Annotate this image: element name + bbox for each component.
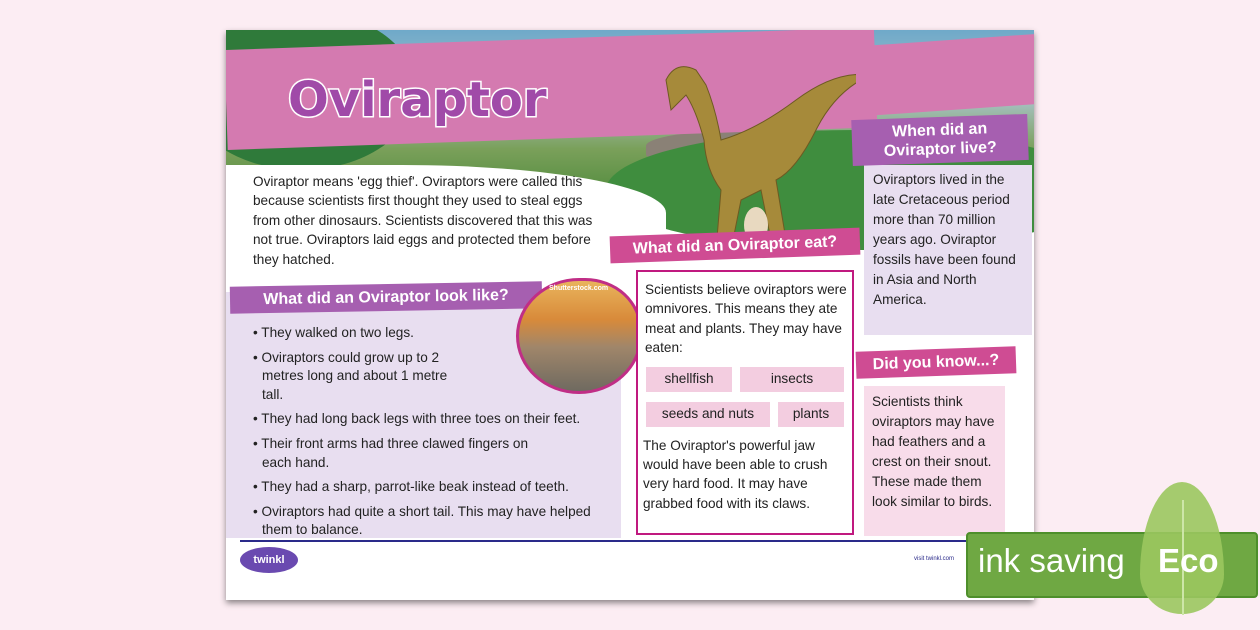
list-item: • They had long back legs with three toes on their feet.: [252, 410, 622, 429]
did-you-know-heading: Did you know...?: [856, 346, 1017, 379]
twinkl-logo[interactable]: twinkl: [240, 547, 298, 573]
photo-credit: Shutterstock.com: [549, 285, 609, 292]
footer-divider: [240, 540, 1030, 542]
visit-link[interactable]: visit twinkl.com: [914, 556, 955, 562]
eat-text: Scientists believe oviraptors were omnivores. This means they ate meat and plants. They may have eaten:: [645, 282, 847, 356]
when-text: Oviraptors lived in the late Cretaceous period more than 70 million years ago. Oviraptor fossils have been found in Asia and North America.: [873, 172, 1016, 307]
eat-text-2: The Oviraptor's powerful jaw would have been able to crush very hard food. It may have grabbed food with its claws.: [643, 438, 828, 511]
food-tag: seeds and nuts: [646, 402, 770, 427]
page-title: Oviraptor: [288, 72, 547, 128]
ink-saving-label: ink saving: [978, 542, 1125, 579]
look-heading: What did an Oviraptor look like?: [230, 281, 542, 313]
oviraptor-image: [646, 50, 856, 250]
when-heading: When did an Oviraptor live?: [851, 114, 1028, 166]
oviraptor-photo: [516, 278, 642, 394]
list-item: • They had a sharp, parrot-like beak instead of teeth.: [252, 478, 622, 497]
list-item: • Their front arms had three clawed fingers on each hand.: [252, 435, 552, 472]
eat-heading: What did an Oviraptor eat?: [610, 228, 861, 264]
did-you-know-text: Scientists think oviraptors may have had feathers and a crest on their snout. These made them look similar to birds.: [872, 394, 995, 509]
food-tag: plants: [778, 402, 844, 427]
eco-label: Eco: [1158, 542, 1219, 579]
list-item: • Oviraptors could grow up to 2 metres long and about 1 metre tall.: [252, 349, 467, 405]
list-item: • They walked on two legs.: [252, 324, 622, 343]
food-tag: shellfish: [646, 367, 732, 392]
list-item: • Oviraptors had quite a short tail. This may have helped them to balance.: [252, 503, 607, 540]
intro-text: Oviraptor means 'egg thief'. Oviraptors were called this because scientists first thought they used to steal eggs from other dinosaurs. Scientists discovered that this was not true. Oviraptors laid eggs and protected them before they hatched.: [253, 174, 593, 267]
food-tag: insects: [740, 367, 844, 392]
